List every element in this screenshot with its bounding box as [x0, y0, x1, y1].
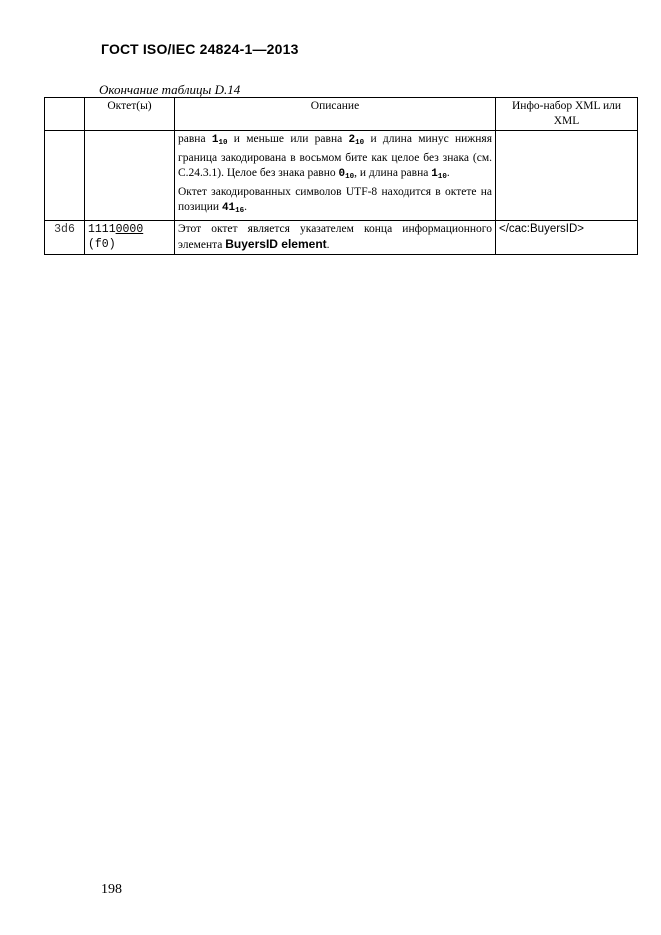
cell-xml: </cac:BuyersID> [496, 221, 638, 255]
table-header-row [45, 98, 638, 131]
cell-address [45, 131, 85, 221]
header-xml: Инфо-набор XML или XML [496, 98, 638, 131]
page-number: 198 [101, 882, 122, 897]
cell-address: 3d6 [45, 221, 85, 255]
octet-table [44, 97, 638, 255]
document-header: ГОСТ ISO/IEC 24824-1—2013 [101, 41, 299, 57]
header-address [45, 98, 85, 131]
header-octets: Октет(ы) [85, 98, 175, 131]
cell-octets [85, 131, 175, 221]
cell-description: равна $1_{10}$ и меньше или равна $2_{10}$ и длина минус нижняя граница закодирована в восьмом бите как целое без знака (см. C.24.3.1). Целое без знака равно $0_{10}$, и длина равна $1_{10}$. Октет закодированных символов UTF-8 находится в октете на позиции $41_{16}$. [175, 131, 496, 221]
header-description: Описание [175, 98, 496, 131]
cell-description: Этот октет является указателем конца информационного элемента BuyersID element. [175, 221, 496, 255]
cell-octets: 11110000 (f0) [85, 221, 175, 255]
table-row [45, 221, 638, 255]
cell-xml [496, 131, 638, 221]
table-row [45, 131, 638, 221]
table-caption: Окончание таблицы D.14 [99, 82, 241, 97]
